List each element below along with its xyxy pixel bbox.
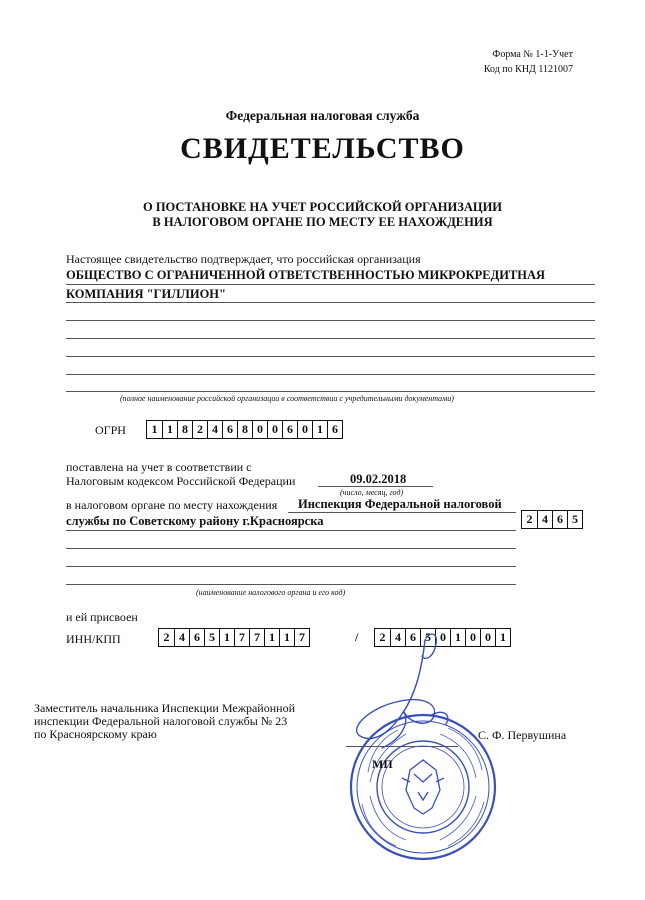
authority-underline-4 [66,566,516,567]
kpp-digit: 0 [435,629,450,646]
ogrn-digit: 0 [267,421,282,438]
inn-digit: 2 [163,630,170,644]
org-name-line-2: КОМПАНИЯ "ГИЛЛИОН" [66,287,226,301]
kpp-digit: 5 [420,629,435,646]
authority-label: в налоговом органе по месту нахождения [66,498,278,512]
signer-title-line-3: по Красноярскому краю [34,727,157,741]
org-underline-7 [66,391,595,392]
inn-digit: 1 [279,629,294,646]
authority-note: (наименование налогового органа и его код) [196,588,346,597]
kpp-digit: 0 [480,629,495,646]
inn-digit: 6 [189,629,204,646]
form-number: Форма № 1-1-Учет [492,49,573,60]
ogrn-digit: 1 [151,422,158,436]
ogrn-digit: 8 [237,421,252,438]
authority-underline-1 [288,512,516,513]
inn-cells [158,628,310,647]
signer-title-line-2: инспекции Федеральной налоговой службы № 23 [34,714,288,728]
org-underline-3 [66,320,595,321]
org-underline-4 [66,338,595,339]
org-name-note: (полное наименование российской организации в соответствии с учредительными документами) [120,394,454,403]
kpp-digit: 6 [405,629,420,646]
kpp-digit: 0 [465,629,480,646]
knd-code: Код по КНД 1121007 [483,64,573,75]
registered-text-2: Налоговым кодексом Российской Федерации [66,474,296,488]
ogrn-digit: 0 [297,421,312,438]
intro-text: Настоящее свидетельство подтверждает, что российская организация [66,252,421,266]
kpp-digit: 1 [495,629,510,646]
inn-digit: 7 [294,629,309,646]
registration-date: 09.02.2018 [350,472,407,486]
document-subtitle [0,200,645,230]
stamp-place-label: МП [372,757,393,771]
authority-code-digit: 6 [552,511,567,528]
ogrn-digit: 0 [252,421,267,438]
inn-digit: 4 [174,629,189,646]
inn-digit: 7 [234,629,249,646]
kpp-digit: 1 [450,629,465,646]
authority-code-cells [521,510,583,529]
subtitle-line-1: О ПОСТАНОВКЕ НА УЧЕТ РОССИЙСКОЙ ОРГАНИЗАЦИИ [142,200,503,214]
authority-code-digit: 2 [526,512,533,526]
ogrn-digit: 6 [222,421,237,438]
authority-code-digit: 4 [537,511,552,528]
subtitle-line-2: В НАЛОГОВОМ ОРГАНЕ ПО МЕСТУ ЕЕ НАХОЖДЕНИЯ [152,215,493,229]
inn-kpp-separator: / [355,630,359,644]
signer-title [34,702,295,741]
handwritten-signature-icon [330,628,480,768]
org-underline-5 [66,356,595,357]
inn-digit: 1 [219,629,234,646]
inn-digit: 5 [204,629,219,646]
authority-name-line-2: службы по Советскому району г.Красноярска [66,514,324,528]
registered-text-1: поставлена на учет в соответствии с [66,460,252,474]
authority-name-line-1: Инспекция Федеральной налоговой [298,497,502,511]
assigned-label: и ей присвоен [66,610,138,624]
ogrn-digit: 1 [312,421,327,438]
ogrn-digit: 4 [207,421,222,438]
authority-underline-2 [66,530,516,531]
org-underline-6 [66,374,595,375]
authority-underline-3 [66,548,516,549]
signer-title-line-1: Заместитель начальника Инспекции Межрайонной [34,701,295,715]
date-underline [318,486,433,487]
org-underline-2 [66,302,595,303]
ogrn-cells [146,420,343,439]
signer-name: С. Ф. Первушина [478,728,567,742]
kpp-digit: 4 [390,629,405,646]
ogrn-digit: 6 [327,421,342,438]
service-name: Федеральная налоговая служба [225,108,420,123]
ogrn-digit: 6 [282,421,297,438]
authority-underline-5 [66,584,516,585]
form-code-block [484,47,573,77]
kpp-digit: 2 [379,630,386,644]
inn-digit: 7 [249,629,264,646]
inn-digit: 1 [264,629,279,646]
ogrn-label: ОГРН [95,423,126,437]
date-note: (число, месяц, год) [340,488,404,497]
ogrn-digit: 8 [177,421,192,438]
org-name-line-1: ОБЩЕСТВО С ОГРАНИЧЕННОЙ ОТВЕТСТВЕННОСТЬЮ МИКРОКРЕДИТНАЯ [66,268,546,282]
ogrn-digit: 2 [192,421,207,438]
document-title: СВИДЕТЕЛЬСТВО [180,132,465,165]
authority-code-digit: 5 [567,511,582,528]
org-underline-1 [66,284,595,285]
ogrn-digit: 1 [162,421,177,438]
inn-kpp-label: ИНН/КПП [66,632,121,646]
